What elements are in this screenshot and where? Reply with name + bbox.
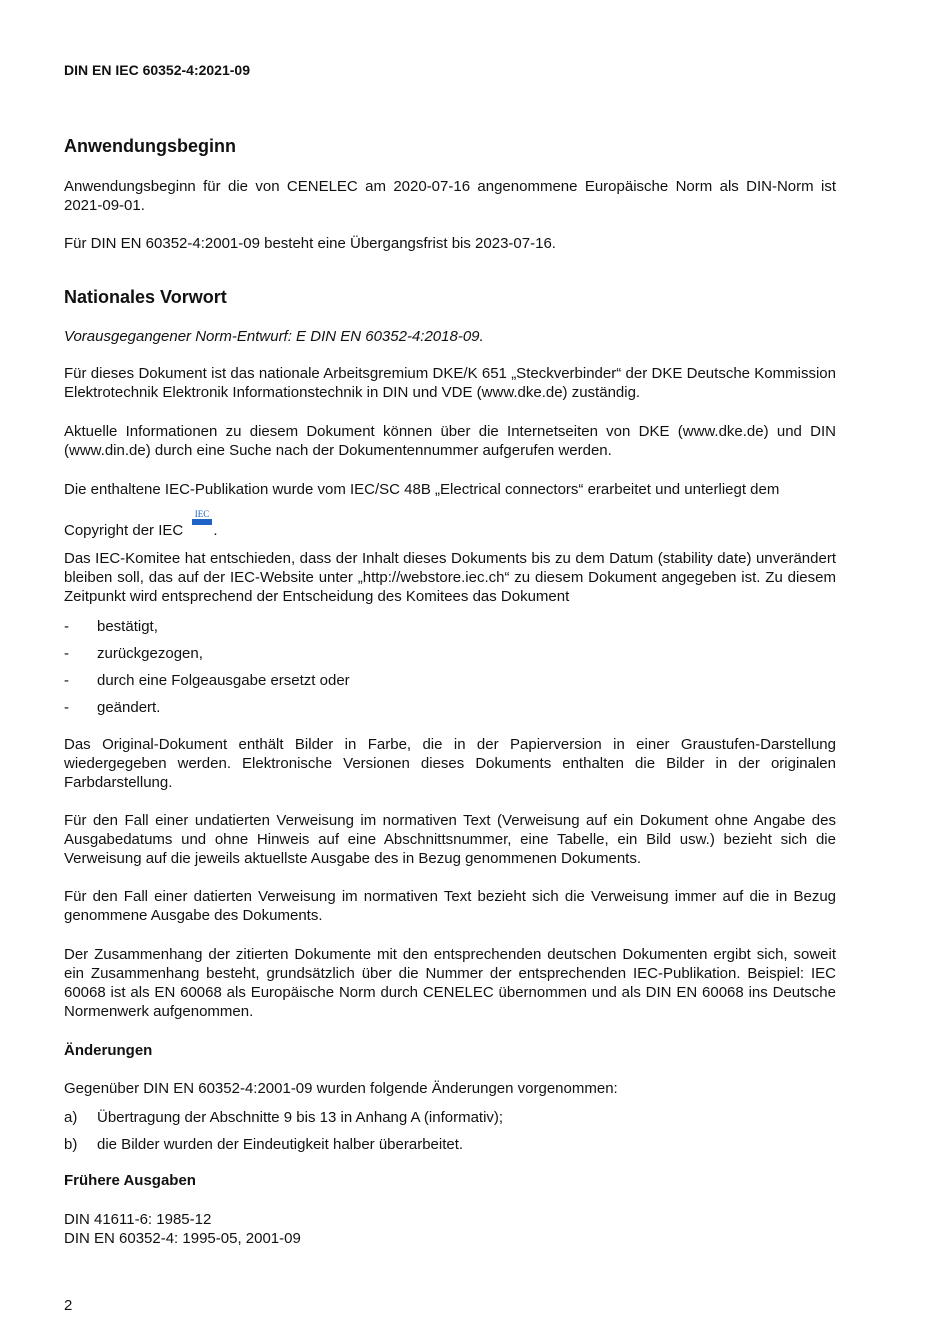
paragraph-zusammenhang: Der Zusammenhang der zitierten Dokumente mit den entsprechenden deutschen Dokumenten ergibt sich, soweit ein Zusammenhang besteht, grundsätzlich über die Nummer der entsprechenden IEC-Publikation. Beispiel: IEC 60068 ist als EN 60068 als Europäische Norm durch CENELEC übernommen und als DIN EN 60068 ins Deutsche Normenwerk aufgenommen. <box>64 946 836 1020</box>
paragraph-informationen: Aktuelle Informationen zu diesem Dokument können über die Internetseiten von DKE (www.dke.de) und DIN (www.din.de) durch eine Suche nach der Dokumentennummer aufgerufen werden. <box>64 423 836 459</box>
subsection-title-fruehere-ausgaben: Frühere Ausgaben <box>64 1172 196 1189</box>
list-item-text: Übertragung der Abschnitte 9 bis 13 in Anhang A (informativ); <box>97 1109 504 1126</box>
list-item-marker: - <box>64 618 69 635</box>
paragraph-uebergangsfrist: Für DIN EN 60352-4:2001-09 besteht eine Übergangsfrist bis 2023-07-16. <box>64 235 556 252</box>
copyright-period: . <box>213 522 218 539</box>
paragraph-stability-date: Das IEC-Komitee hat entschieden, dass der Inhalt dieses Dokuments bis zu dem Datum (stability date) unverändert bleiben soll, das auf der IEC-Website unter „http://webstore.iec.ch“ zu diesem Dokument angegeben ist. Zu diesem Zeitpunkt wird entsprechend der Entscheidung des Komitees das Dokument <box>64 550 836 605</box>
copyright-text: Copyright der IEC <box>64 522 184 539</box>
paragraph-gremium: Für dieses Dokument ist das nationale Arbeitsgremium DKE/K 651 „Steckverbinder“ der DKE Deutsche Kommission Elektrotechnik Elektronik Informationstechnik in DIN und VDE (www.dke.de) zuständig. <box>64 365 836 401</box>
section-title-nationales-vorwort: Nationales Vorwort <box>64 287 227 307</box>
list-item-marker: - <box>64 645 69 662</box>
list-item-marker: - <box>64 699 69 716</box>
paragraph-copyright <box>64 506 836 539</box>
list-item-marker: a) <box>64 1109 78 1126</box>
earlier-edition-line-2: DIN EN 60352-4: 1995-05, 2001-09 <box>64 1230 301 1247</box>
page-number: 2 <box>64 1297 73 1314</box>
list-item-text: zurückgezogen, <box>97 645 203 662</box>
paragraph-farbe: Das Original-Dokument enthält Bilder in Farbe, die in der Papierversion in einer Graustufen-Darstellung wiedergegeben werden. Elektronische Versionen dieses Dokuments enthalten die Bilder in der originalen Farbdarstellung. <box>64 736 836 791</box>
paragraph-anwendungsbeginn: Anwendungsbeginn für die von CENELEC am 2020-07-16 angenommene Europäische Norm als DIN-Norm ist 2021-09-01. <box>64 178 836 214</box>
document-id: DIN EN IEC 60352-4:2021-09 <box>64 62 250 78</box>
list-item-marker: - <box>64 672 69 689</box>
paragraph-iec-publikation-a: Die enthaltene IEC-Publikation wurde vom IEC/SC 48B „Electrical connectors“ erarbeitet und unterliegt dem <box>64 481 780 498</box>
draft-reference: Vorausgegangener Norm-Entwurf: E DIN EN 60352-4:2018-09. <box>64 328 484 345</box>
list-item-marker: b) <box>64 1136 78 1153</box>
paragraph-undatierte-verweisung: Für den Fall einer undatierten Verweisung im normativen Text (Verweisung auf ein Dokument ohne Angabe des Ausgabedatums und ohne Hinweis auf eine Abschnittsnummer, eine Tabelle, ein Bild usw.) bezieht sich die Verweisung auf die jeweils aktuellste Ausgabe des in Bezug genommenen Dokuments. <box>64 812 836 867</box>
list-item-text: die Bilder wurden der Eindeutigkeit halber überarbeitet. <box>97 1136 464 1153</box>
list-item-text: durch eine Folgeausgabe ersetzt oder <box>97 672 350 689</box>
iec-logo-icon <box>191 506 213 526</box>
subsection-title-aenderungen: Änderungen <box>64 1042 153 1059</box>
paragraph-aenderungen-intro: Gegenüber DIN EN 60352-4:2001-09 wurden folgende Änderungen vorgenommen: <box>64 1080 618 1097</box>
earlier-edition-line-1: DIN 41611-6: 1985-12 <box>64 1211 212 1228</box>
svg-text:IEC: IEC <box>195 509 210 519</box>
section-title-anwendungsbeginn: Anwendungsbeginn <box>64 136 236 156</box>
list-item-text: bestätigt, <box>97 618 158 635</box>
paragraph-datierte-verweisung: Für den Fall einer datierten Verweisung im normativen Text bezieht sich die Verweisung immer auf die in Bezug genommene Ausgabe des Dokuments. <box>64 888 836 924</box>
list-item-text: geändert. <box>97 699 161 716</box>
